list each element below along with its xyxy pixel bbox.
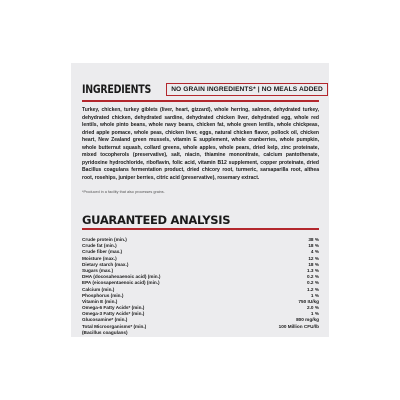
analysis-label: Omega-3 Fatty Acids* (min.) [82, 311, 145, 317]
ingredients-divider [82, 100, 319, 102]
analysis-value: 0.2 % [307, 280, 319, 286]
analysis-divider [82, 228, 319, 230]
ingredients-header [82, 81, 323, 97]
analysis-label: Omega-6 Fatty Acids* (min.) [82, 305, 145, 311]
nutrition-panel [71, 63, 329, 337]
badge-left-text: NO GRAIN INGREDIENTS [171, 85, 254, 93]
analysis-value: 2.0 % [307, 305, 319, 311]
analysis-label: Sugars (max.) [82, 267, 113, 273]
analysis-value: 4 % [310, 249, 319, 255]
badge-separator: | [257, 85, 260, 93]
analysis-label: Crude fiber (max.) [82, 249, 123, 255]
analysis-table [82, 237, 319, 330]
analysis-value: 18 % [308, 243, 319, 249]
analysis-value: 100 Million CFU/lb [278, 323, 319, 329]
analysis-label: EPA (eicosapentaenoic acid) (min.) [82, 280, 160, 286]
analysis-value: 1 % [310, 292, 319, 298]
analysis-label: Total Microorganisms* (min.) [82, 323, 147, 329]
no-grain-badge [166, 83, 328, 96]
analysis-label: Calcium (min.) [82, 286, 115, 292]
analysis-label: Crude fat (min.) [82, 243, 117, 249]
analysis-label: DHA (docosahexaenoic acid) (min.) [82, 274, 161, 280]
analysis-label: Crude protein (min.) [82, 237, 127, 242]
grain-footnote: *Produced in a facility that also processes grains. [82, 190, 165, 194]
ingredients-title: INGREDIENTS [82, 82, 152, 96]
analysis-value: 12 % [308, 255, 319, 261]
analysis-value: 1 % [310, 311, 319, 317]
badge-right-text: NO MEALS ADDED [261, 85, 323, 93]
analysis-value: 1.2 % [307, 286, 319, 292]
analysis-note: (Bacillus coagulans) [82, 329, 128, 335]
analysis-value: 0.2 % [307, 274, 319, 280]
analysis-value: 18 % [308, 261, 319, 267]
badge-asterisk: * [253, 85, 256, 93]
analysis-header [82, 211, 319, 225]
analysis-title: GUARANTEED ANALYSIS [82, 213, 231, 227]
analysis-value: 38 % [308, 237, 319, 242]
analysis-label: Moisture (max.) [82, 255, 117, 261]
analysis-label: Glucosamine* (min.) [82, 317, 128, 323]
analysis-value: 1.3 % [307, 267, 319, 273]
analysis-label: Dietary starch (max.) [82, 261, 129, 267]
analysis-value: 750 IU/kg [298, 298, 319, 304]
analysis-label: Vitamin E (min.) [82, 298, 118, 304]
ingredients-list: Turkey, chicken, turkey giblets (liver, heart, gizzard), whole herring, salmon, dehydrated turkey, dehydrated chicken, dehydrated sardine, dehydrated chicken liver, dehydrated egg, whole red lentils, whole pinto beans, whole navy beans, chicken fat, whole green lentils, whole chickpeas, dried apple pomace, whole peas, chicken liver, eggs, natural chicken flavor, pollock oil, chicken heart, New Zealand green mussels, vitamin E supplement, whole cranberries, whole pumpkin, whole butternut squash, collard greens, whole apples, whole pears, dried kelp, zinc proteinate, mixed tocopherols (preservative), salt, niacin, thiamine mononitrate, calcium pantothenate, pyridoxine hydrochloride, riboflavin, folic acid, vitamin B12 supplement, copper proteinate, dried Bacillus coagulans fermentation product, dried chicory root, turmeric, sarsaparilla root, althea root, rosehips, juniper berries, citric acid (preservative), rosemary extract. [82, 107, 319, 181]
analysis-label: Phosphorus (min.) [82, 292, 124, 298]
analysis-value: 800 mg/kg [296, 317, 319, 323]
